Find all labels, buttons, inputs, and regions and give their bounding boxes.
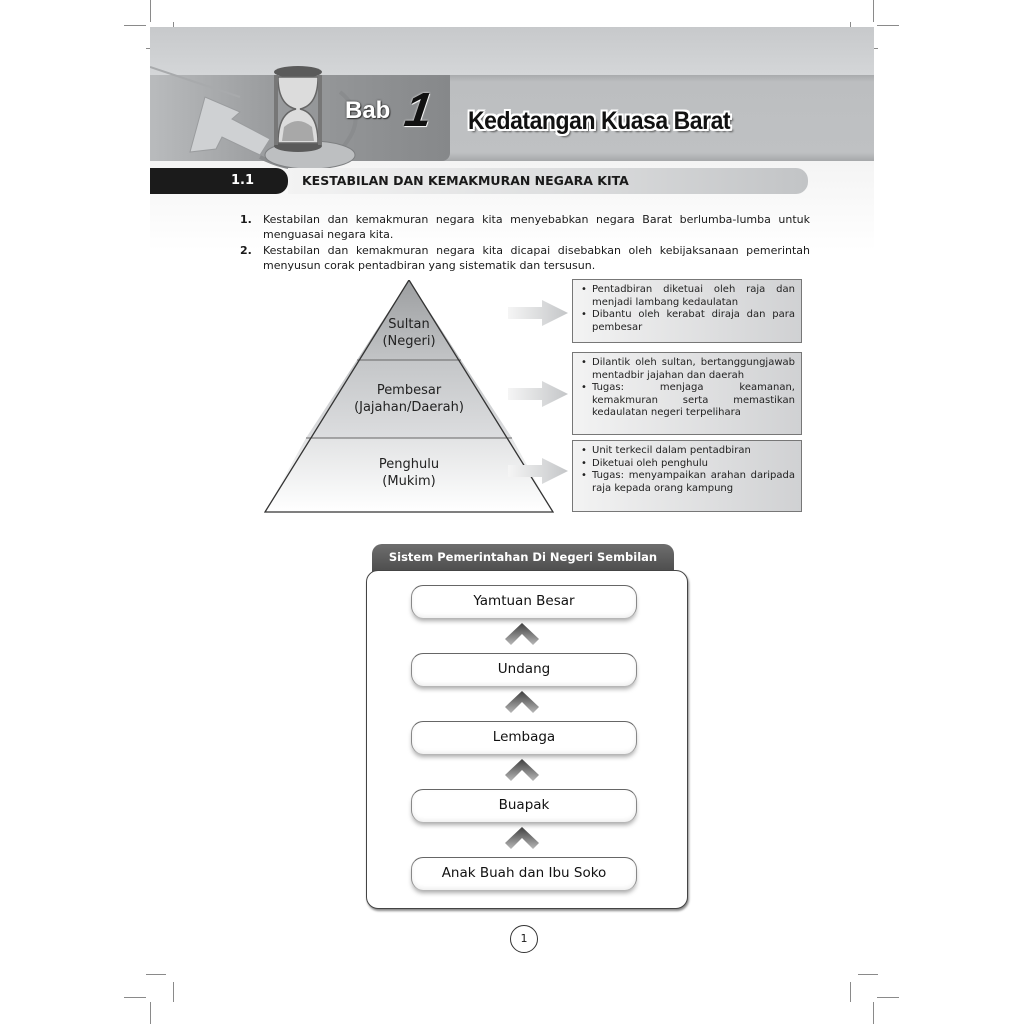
hierarchy-level: Lembaga: [411, 721, 637, 754]
negeri-sembilan-box: [366, 570, 688, 909]
negeri-sembilan-title: Sistem Pemerintahan Di Negeri Sembilan: [372, 544, 674, 574]
crop-mark: [150, 1002, 151, 1024]
chapter-label: Bab: [345, 97, 391, 124]
info-note: • Tugas: menjaga keamanan, kemakmuran serta memastikan kedaulatan negeri terpelihara: [581, 382, 795, 420]
chevron-up-icon: [505, 759, 539, 783]
info-box-sultan: [572, 279, 802, 343]
crop-mark: [150, 0, 151, 22]
info-note: • Dibantu oleh kerabat diraja dan para pembesar: [581, 309, 795, 334]
pyramid-level-title: Pembesar: [376, 383, 442, 398]
crop-mark: [173, 982, 174, 1002]
chevron-up-icon: [505, 827, 539, 851]
chevron-up-icon: [505, 691, 539, 715]
list-item: [240, 243, 810, 273]
crop-mark: [850, 982, 851, 1002]
crop-mark: [877, 25, 899, 26]
list-item-text: Kestabilan dan kemakmuran negara kita dicapai disebabkan oleh kebijaksanaan pemerintah menyusun corak pentadbiran yang sistematik dan tersusun.: [263, 244, 810, 272]
pyramid-level-title: Sultan: [388, 317, 430, 332]
pyramid-level-subtitle: (Negeri): [382, 334, 436, 349]
hierarchy-level: Buapak: [411, 789, 637, 822]
chapter-number: 1: [401, 84, 436, 137]
crop-mark: [873, 0, 874, 22]
info-box-pembesar: [572, 352, 802, 435]
pyramid-label-sultan: [309, 316, 509, 350]
section-number: 1.1: [150, 168, 288, 194]
list-item-number: 2.: [240, 244, 252, 257]
pyramid-level-title: Penghulu: [378, 457, 440, 472]
crop-mark: [873, 1002, 874, 1024]
crop-mark: [124, 25, 146, 26]
pyramid-label-pembesar: [309, 382, 509, 416]
crop-mark: [124, 997, 146, 998]
list-item-text: Kestabilan dan kemakmuran negara kita menyebabkan negara Barat berlumba-lumba untuk menguasai negara kita.: [263, 213, 810, 241]
points-list: [240, 212, 810, 274]
hierarchy-level: Undang: [411, 653, 637, 686]
list-item-number: 1.: [240, 213, 252, 226]
info-box-penghulu: [572, 440, 802, 512]
crop-mark: [877, 997, 899, 998]
page-number: 1: [510, 925, 538, 953]
section-title: KESTABILAN DAN KEMAKMURAN NEGARA KITA: [302, 173, 629, 188]
hourglass-icon: [268, 65, 328, 153]
hierarchy-level: Anak Buah dan Ibu Soko: [411, 857, 637, 890]
chevron-up-icon: [505, 623, 539, 647]
chapter-title: Kedatangan Kuasa Barat: [468, 107, 731, 135]
info-note: • Pentadbiran diketuai oleh raja dan menjadi lambang kedaulatan: [581, 284, 795, 309]
hierarchy-level: Yamtuan Besar: [411, 585, 637, 618]
right-arrow-icon: [508, 458, 568, 484]
crop-mark: [146, 974, 166, 975]
pyramid-level-subtitle: (Mukim): [382, 474, 436, 489]
pyramid-label-penghulu: [309, 456, 509, 490]
info-note: • Tugas: menyampaikan arahan daripada raja kepada orang kampung: [581, 470, 795, 495]
crop-mark: [858, 974, 878, 975]
right-arrow-icon: [508, 300, 568, 326]
info-note: • Unit terkecil dalam pentadbiran: [581, 445, 795, 458]
info-note: • Dilantik oleh sultan, bertanggungjawab mentadbir jajahan dan daerah: [581, 357, 795, 382]
info-note: • Diketuai oleh penghulu: [581, 458, 795, 471]
list-item: [240, 212, 810, 242]
pyramid-level-subtitle: (Jajahan/Daerah): [354, 400, 464, 415]
right-arrow-icon: [508, 381, 568, 407]
page: [150, 27, 874, 1024]
